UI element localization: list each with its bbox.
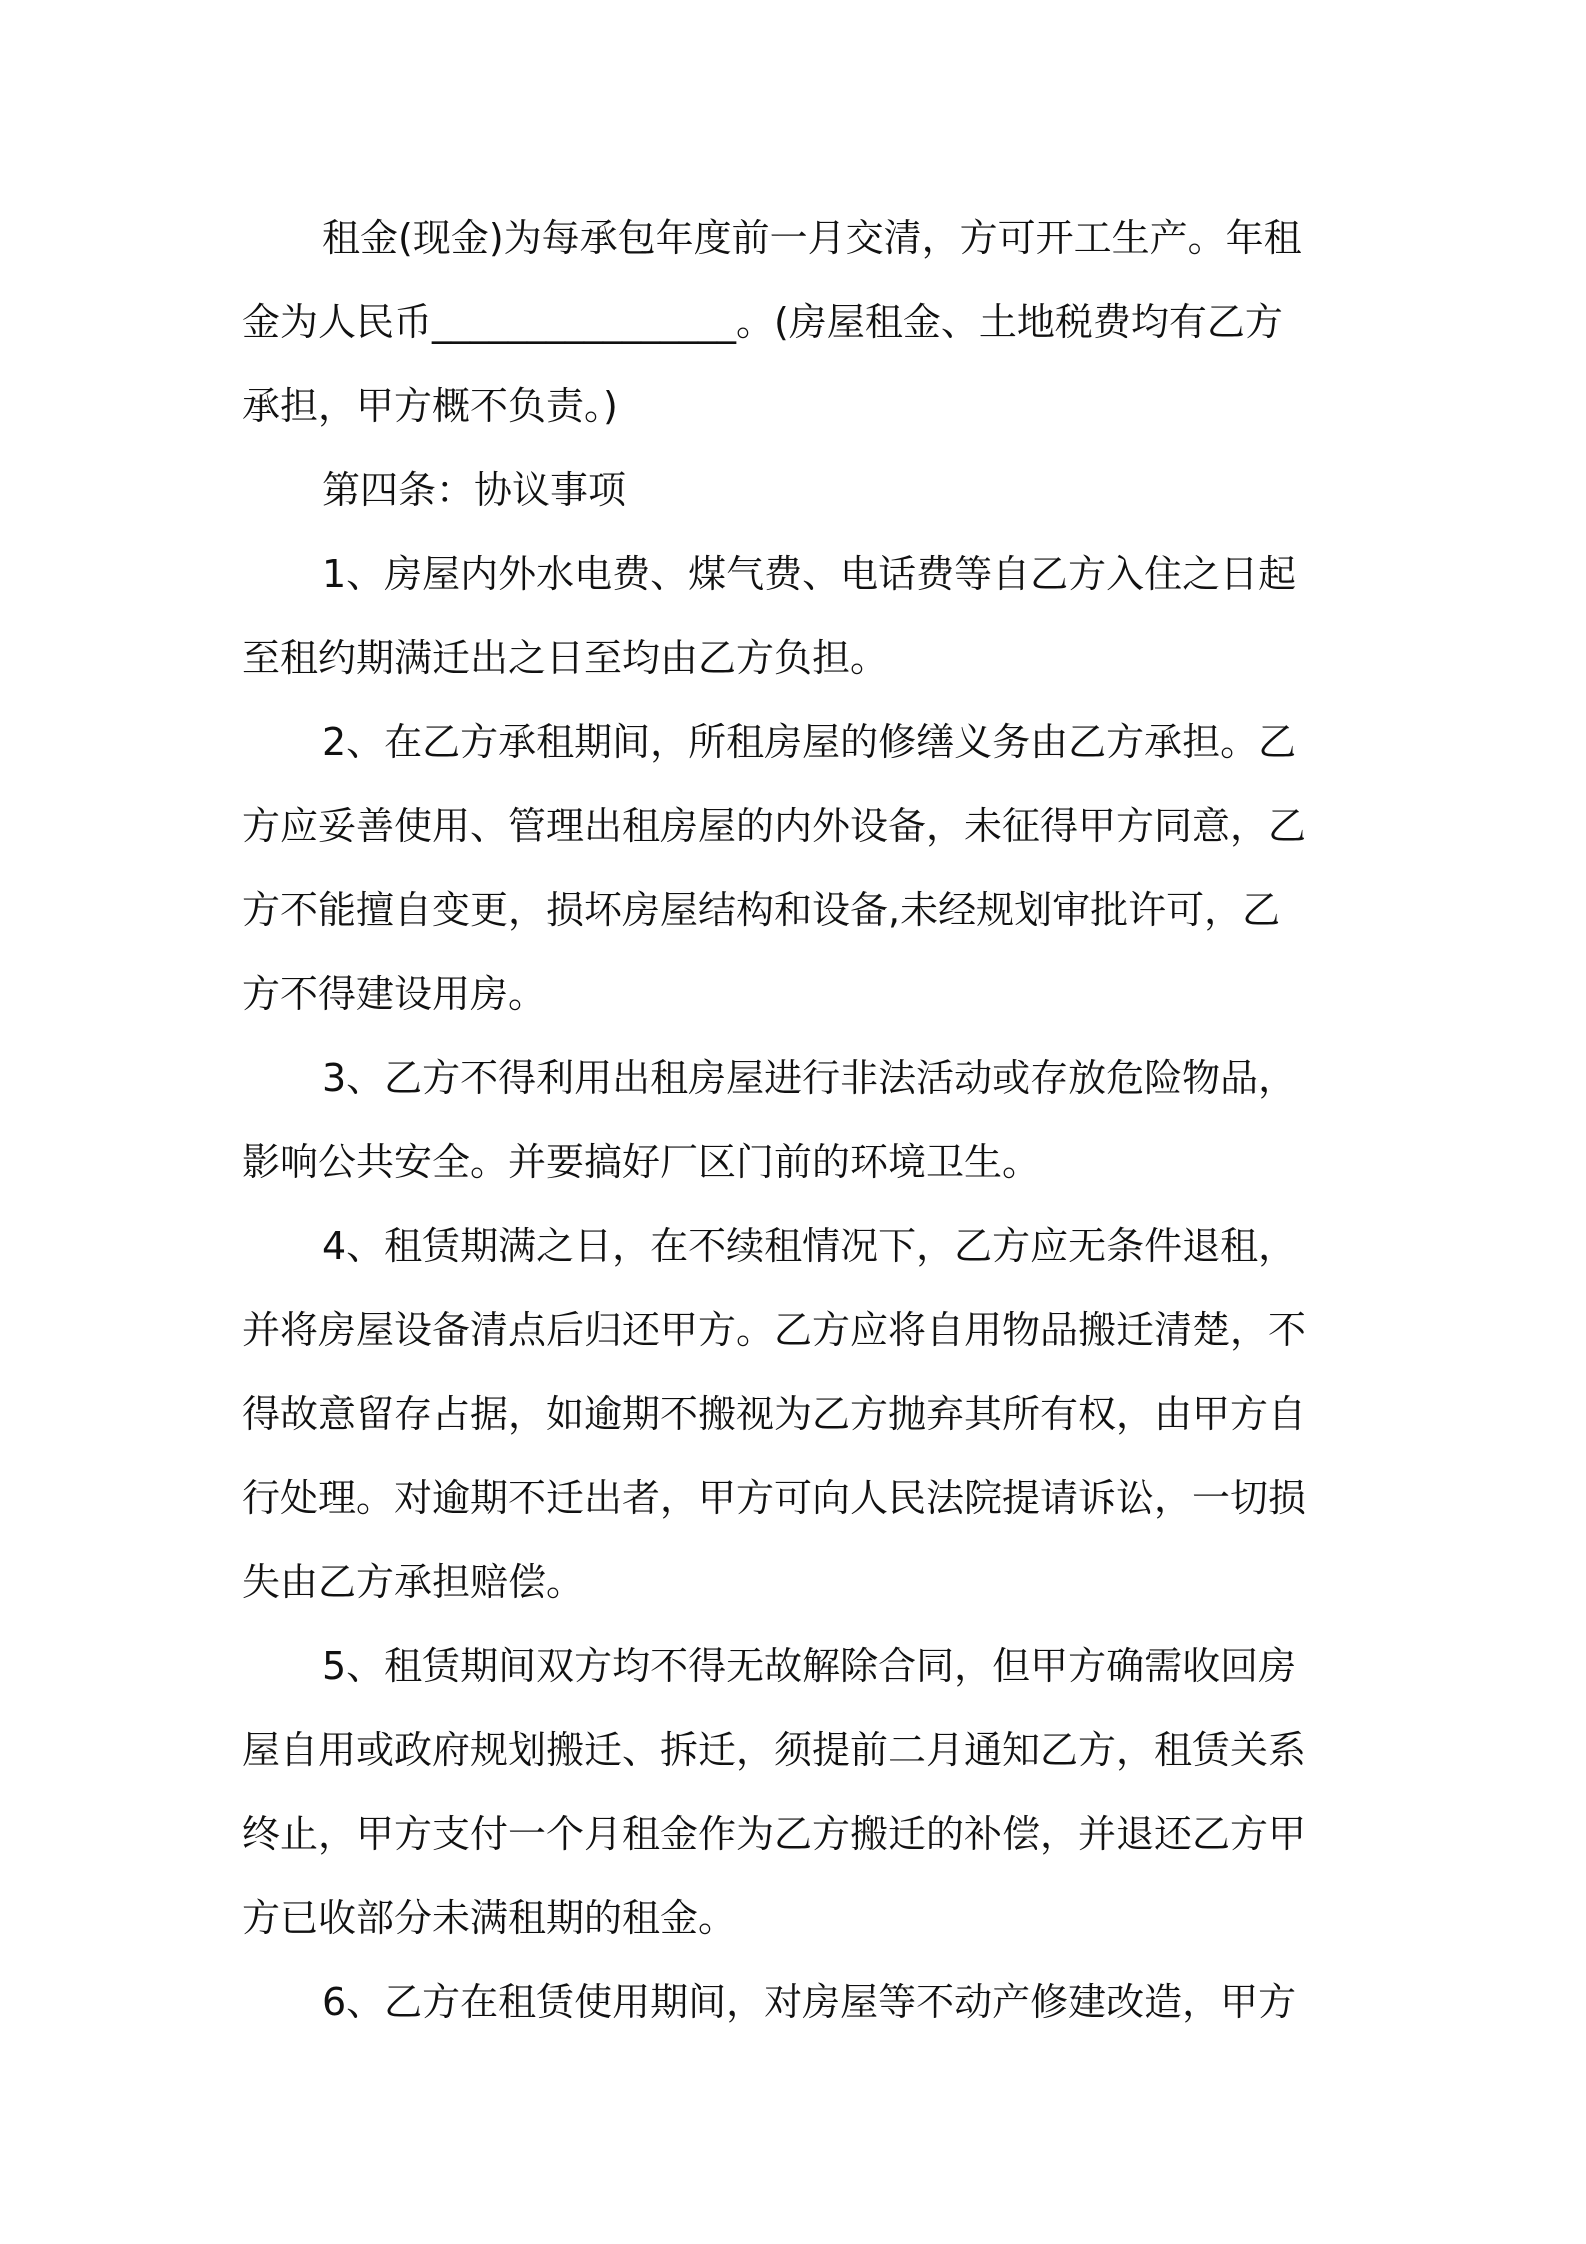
paragraph-rent-line-2: 金为人民币________________。(房屋租金、土地税费均有乙方 (242, 300, 1283, 344)
clause-2-line-2: 方应妥善使用、管理出租房屋的内外设备，未征得甲方同意，乙 (242, 804, 1307, 848)
paragraph-rent-line-3: 承担，甲方概不负责。) (242, 384, 618, 428)
clause-3-line-2: 影响公共安全。并要搞好厂区门前的环境卫生。 (242, 1140, 1041, 1184)
clause-4-line-1: 4、租赁期满之日，在不续租情况下，乙方应无条件退租， (322, 1224, 1297, 1268)
clause-2-line-3: 方不能擅自变更，损坏房屋结构和设备,未经规划审批许可，乙 (242, 888, 1281, 932)
clause-5-line-4: 方已收部分未满租期的租金。 (242, 1896, 737, 1940)
document-body (242, 196, 1354, 2044)
clause-5-line-2: 屋自用或政府规划搬迁、拆迁，须提前二月通知乙方，租赁关系 (242, 1728, 1307, 1772)
paragraph-rent-line-1: 租金(现金)为每承包年度前一月交清，方可开工生产。年租 (322, 216, 1302, 260)
clause-5-line-1: 5、租赁期间双方均不得无故解除合同，但甲方确需收回房 (322, 1644, 1297, 1688)
clause-3-line-1: 3、乙方不得利用出租房屋进行非法活动或存放危险物品， (322, 1056, 1297, 1100)
clause-2-line-1: 2、在乙方承租期间，所租房屋的修缮义务由乙方承担。乙 (322, 720, 1297, 764)
clause-4-line-2: 并将房屋设备清点后归还甲方。乙方应将自用物品搬迁清楚，不 (242, 1308, 1307, 1352)
article-four-heading: 第四条：协议事项 (322, 468, 627, 512)
clause-4-line-5: 失由乙方承担赔偿。 (242, 1560, 585, 1604)
clause-5-line-3: 终止，甲方支付一个月租金作为乙方搬迁的补偿，并退还乙方甲 (242, 1812, 1307, 1856)
clause-1-line-1: 1、房屋内外水电费、煤气费、电话费等自乙方入住之日起 (322, 552, 1297, 596)
clause-1-line-2: 至租约期满迁出之日至均由乙方负担。 (242, 636, 889, 680)
clause-4-line-4: 行处理。对逾期不迁出者，甲方可向人民法院提请诉讼，一切损 (242, 1476, 1307, 1520)
clause-6-line-1: 6、乙方在租赁使用期间，对房屋等不动产修建改造，甲方 (322, 1980, 1297, 2024)
clause-4-line-3: 得故意留存占据，如逾期不搬视为乙方抛弃其所有权，由甲方自 (242, 1392, 1307, 1436)
clause-2-line-4: 方不得建设用房。 (242, 972, 547, 1016)
